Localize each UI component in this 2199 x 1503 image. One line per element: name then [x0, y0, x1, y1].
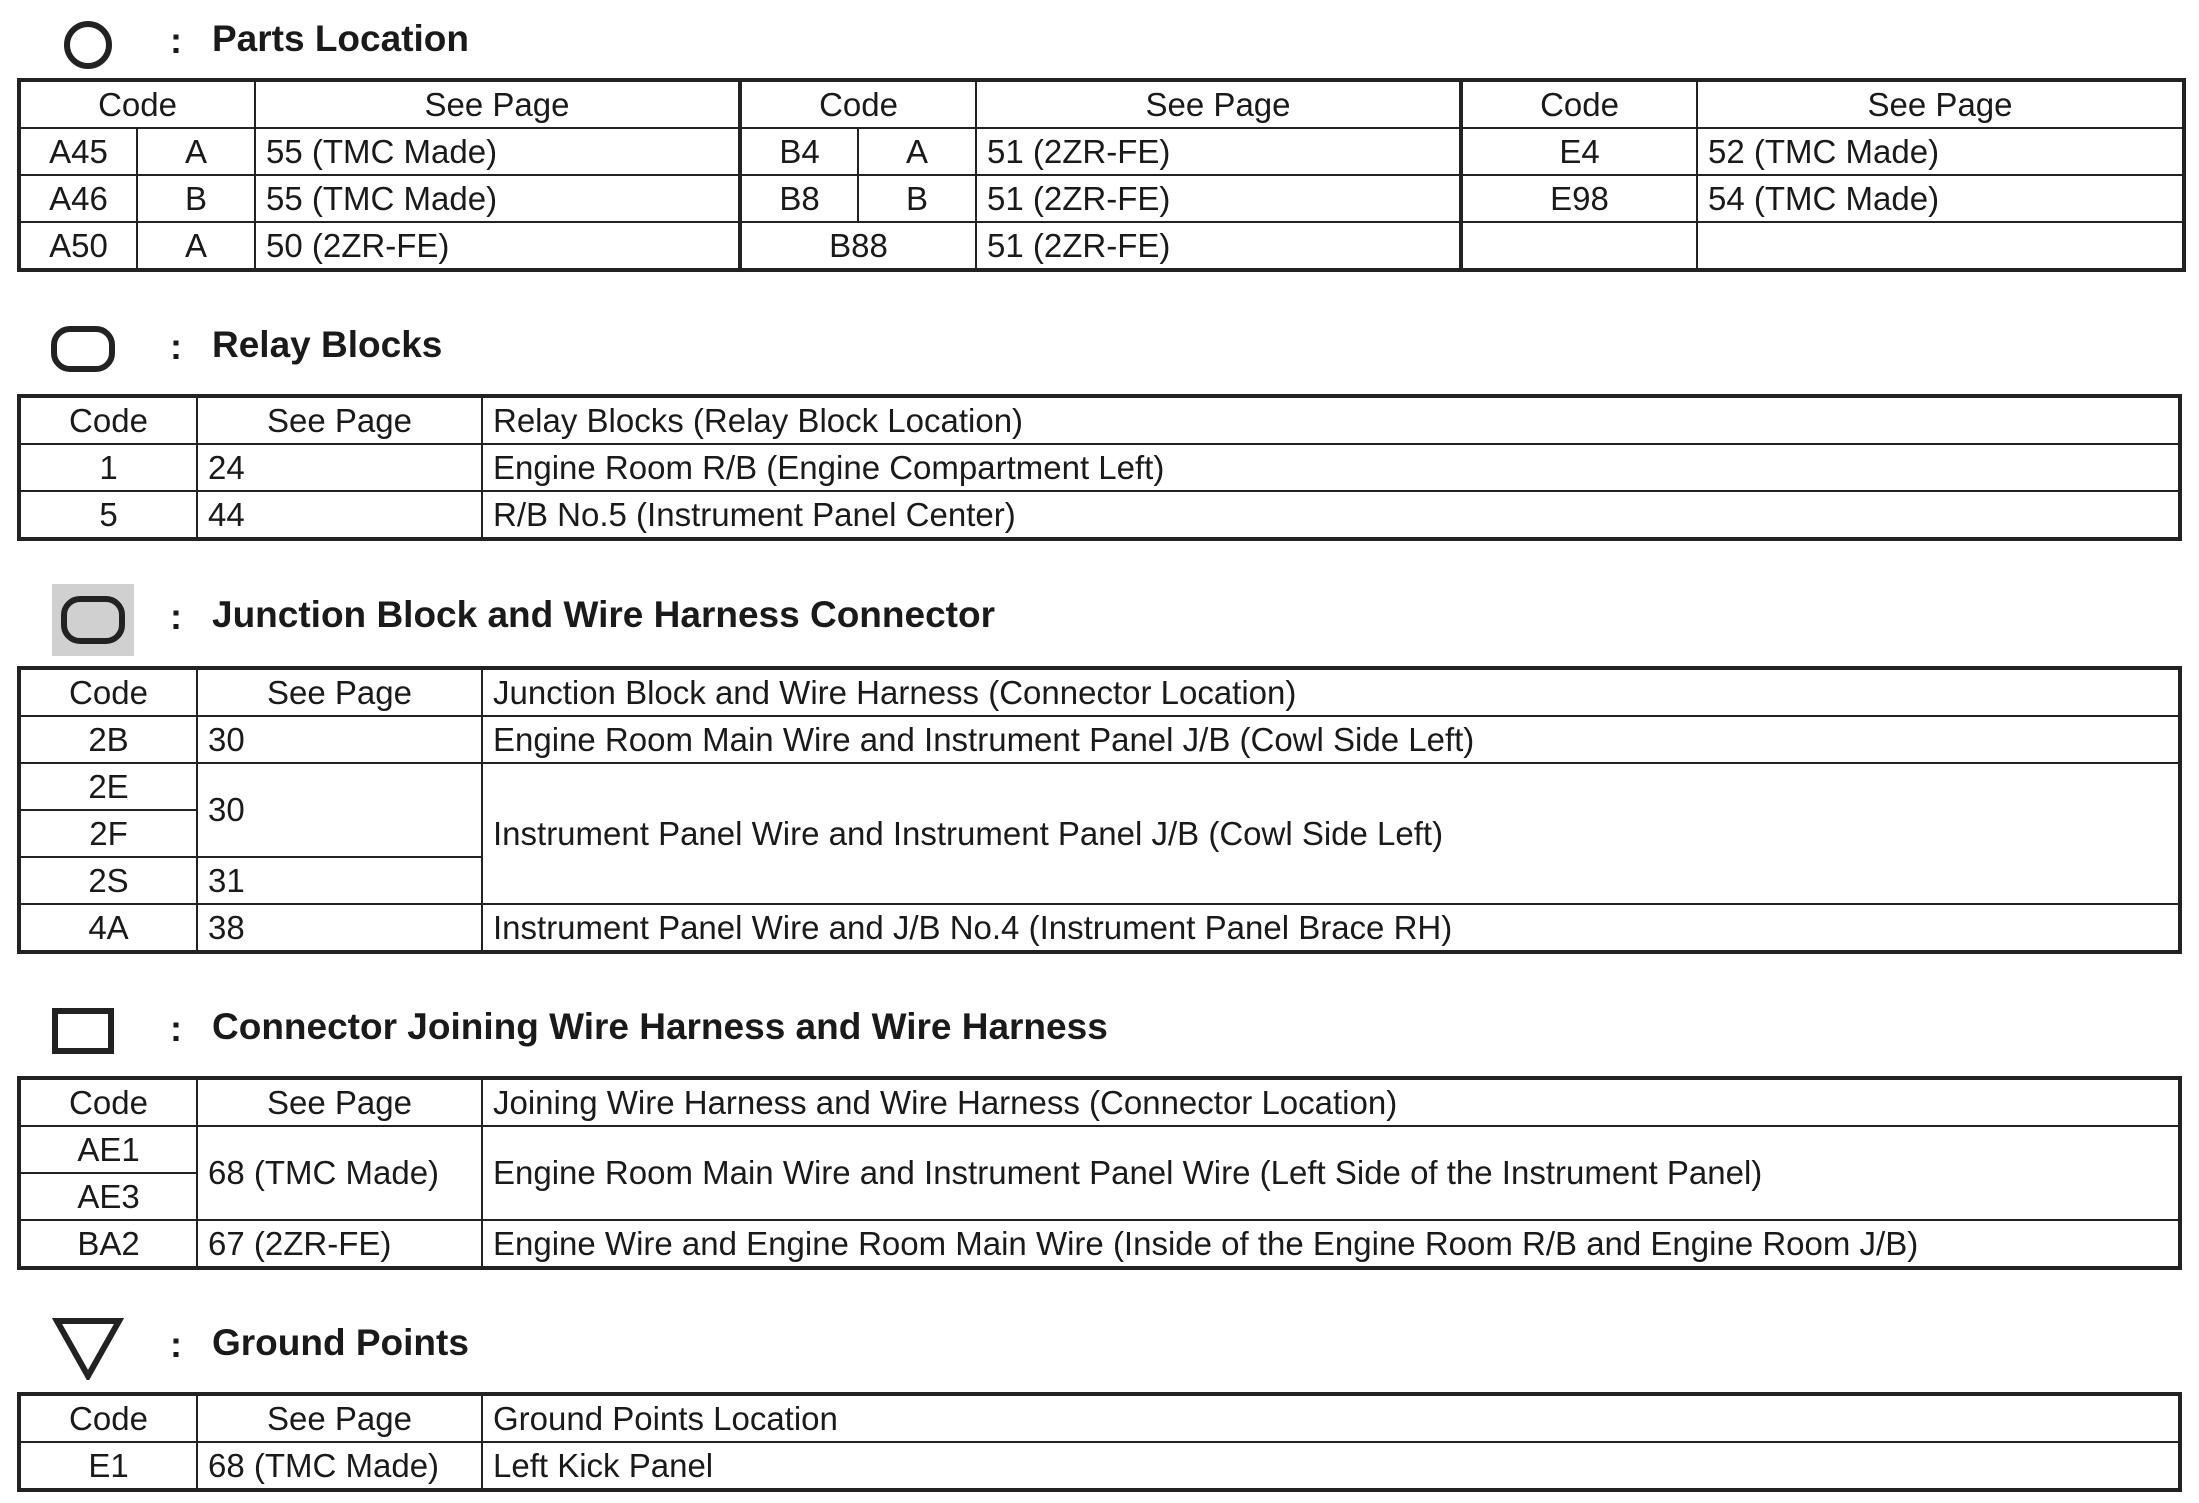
code-cell: 4A [19, 904, 197, 952]
header-description: Ground Points Location [482, 1394, 2180, 1442]
code-cell: 5 [19, 491, 197, 539]
page-cell: 67 (2ZR-FE) [197, 1220, 482, 1268]
header-colon: : [170, 596, 182, 637]
page-cell: 54 (TMC Made) [1697, 175, 2184, 222]
page-cell: 30 [197, 763, 482, 857]
description-cell: Instrument Panel Wire and J/B No.4 (Instrument Panel Brace RH) [482, 904, 2180, 952]
table-row [19, 491, 2180, 539]
section-title: Relay Blocks [212, 324, 443, 365]
header-code: Code [740, 80, 976, 128]
table-row [19, 1126, 2180, 1173]
rounded-rect-icon [50, 324, 116, 374]
header-colon: : [170, 20, 182, 61]
code-cell: E4 [1461, 128, 1697, 175]
down-triangle-icon [52, 1316, 124, 1380]
table-header-row [19, 1394, 2180, 1442]
header-description: Junction Block and Wire Harness (Connector Location) [482, 668, 2180, 716]
code-cell: B8 [740, 175, 858, 222]
header-code: Code [19, 396, 197, 444]
code-cell: B4 [740, 128, 858, 175]
table-row [19, 444, 2180, 491]
page-cell: 30 [197, 716, 482, 763]
code-cell: E1 [19, 1442, 197, 1490]
description-cell: Engine Room R/B (Engine Compartment Left) [482, 444, 2180, 491]
header-colon: : [170, 1324, 182, 1365]
table-row [19, 1220, 2180, 1268]
description-cell: Left Kick Panel [482, 1442, 2180, 1490]
header-description: Joining Wire Harness and Wire Harness (Connector Location) [482, 1078, 2180, 1126]
code-cell: E98 [1461, 175, 1697, 222]
code-cell: BA2 [19, 1220, 197, 1268]
page-cell: 68 (TMC Made) [197, 1442, 482, 1490]
connector-joining-table [17, 1076, 2182, 1270]
page-cell: 51 (2ZR-FE) [976, 128, 1461, 175]
section-title: Parts Location [212, 18, 469, 59]
rectangle-icon [52, 1008, 114, 1054]
variant-cell: A [858, 128, 976, 175]
header-code: Code [19, 1078, 197, 1126]
header-see-page: See Page [1697, 80, 2184, 128]
header-colon: : [170, 326, 182, 367]
code-cell: 2E [19, 763, 197, 810]
junction-block-table [17, 666, 2182, 954]
code-cell: AE1 [19, 1126, 197, 1173]
code-cell: 1 [19, 444, 197, 491]
page-cell: 38 [197, 904, 482, 952]
empty-cell [1697, 222, 2184, 270]
section-title: Ground Points [212, 1322, 469, 1363]
page-cell: 50 (2ZR-FE) [255, 222, 740, 270]
table-row [19, 175, 2184, 222]
description-cell: Engine Wire and Engine Room Main Wire (Inside of the Engine Room R/B and Engine Room J/B) [482, 1220, 2180, 1268]
header-code: Code [19, 80, 255, 128]
circle-icon [60, 17, 116, 73]
header-code: Code [1461, 80, 1697, 128]
page-cell: 52 (TMC Made) [1697, 128, 2184, 175]
header-code: Code [19, 668, 197, 716]
parts-location-table [17, 78, 2186, 272]
shaded-rounded-rect-icon [52, 584, 134, 656]
header-see-page: See Page [197, 668, 482, 716]
code-cell: AE3 [19, 1173, 197, 1220]
empty-cell [1461, 222, 1697, 270]
ground-points-table [17, 1392, 2182, 1492]
header-see-page: See Page [976, 80, 1461, 128]
header-description: Relay Blocks (Relay Block Location) [482, 396, 2180, 444]
table-row [19, 763, 2180, 810]
table-row [19, 716, 2180, 763]
relay-blocks-header [0, 318, 2199, 378]
header-colon: : [170, 1008, 182, 1049]
table-row [19, 222, 2184, 270]
code-cell: A45 [19, 128, 137, 175]
page-cell: 51 (2ZR-FE) [976, 222, 1461, 270]
table-header-row [19, 668, 2180, 716]
code-cell: 2S [19, 857, 197, 904]
header-see-page: See Page [197, 1078, 482, 1126]
page-cell: 24 [197, 444, 482, 491]
variant-cell: A [137, 128, 255, 175]
page-cell: 55 (TMC Made) [255, 128, 740, 175]
description-cell: R/B No.5 (Instrument Panel Center) [482, 491, 2180, 539]
header-see-page: See Page [197, 1394, 482, 1442]
variant-cell: B [137, 175, 255, 222]
code-cell: 2B [19, 716, 197, 763]
table-header-row [19, 396, 2180, 444]
code-cell: 2F [19, 810, 197, 857]
header-see-page: See Page [255, 80, 740, 128]
page-cell: 68 (TMC Made) [197, 1126, 482, 1220]
table-row [19, 904, 2180, 952]
page-cell: 31 [197, 857, 482, 904]
page-cell: 55 (TMC Made) [255, 175, 740, 222]
section-title: Junction Block and Wire Harness Connector [212, 594, 995, 635]
variant-cell: B [858, 175, 976, 222]
code-cell: A46 [19, 175, 137, 222]
variant-cell: A [137, 222, 255, 270]
table-header-row [19, 1078, 2180, 1126]
relay-blocks-table [17, 394, 2182, 541]
description-cell: Instrument Panel Wire and Instrument Panel J/B (Cowl Side Left) [482, 763, 2180, 904]
description-cell: Engine Room Main Wire and Instrument Panel Wire (Left Side of the Instrument Panel) [482, 1126, 2180, 1220]
section-title: Connector Joining Wire Harness and Wire Harness [212, 1006, 1108, 1047]
page-cell: 51 (2ZR-FE) [976, 175, 1461, 222]
connector-joining-header [0, 1000, 2199, 1060]
description-cell: Engine Room Main Wire and Instrument Panel J/B (Cowl Side Left) [482, 716, 2180, 763]
table-row [19, 128, 2184, 175]
code-cell: A50 [19, 222, 137, 270]
junction-block-header [0, 584, 2199, 644]
table-row [19, 1442, 2180, 1490]
header-see-page: See Page [197, 396, 482, 444]
code-cell: B88 [740, 222, 976, 270]
table-header-row [19, 80, 2184, 128]
header-code: Code [19, 1394, 197, 1442]
ground-points-header [0, 1316, 2199, 1376]
parts-location-header [0, 12, 2199, 72]
page-cell: 44 [197, 491, 482, 539]
